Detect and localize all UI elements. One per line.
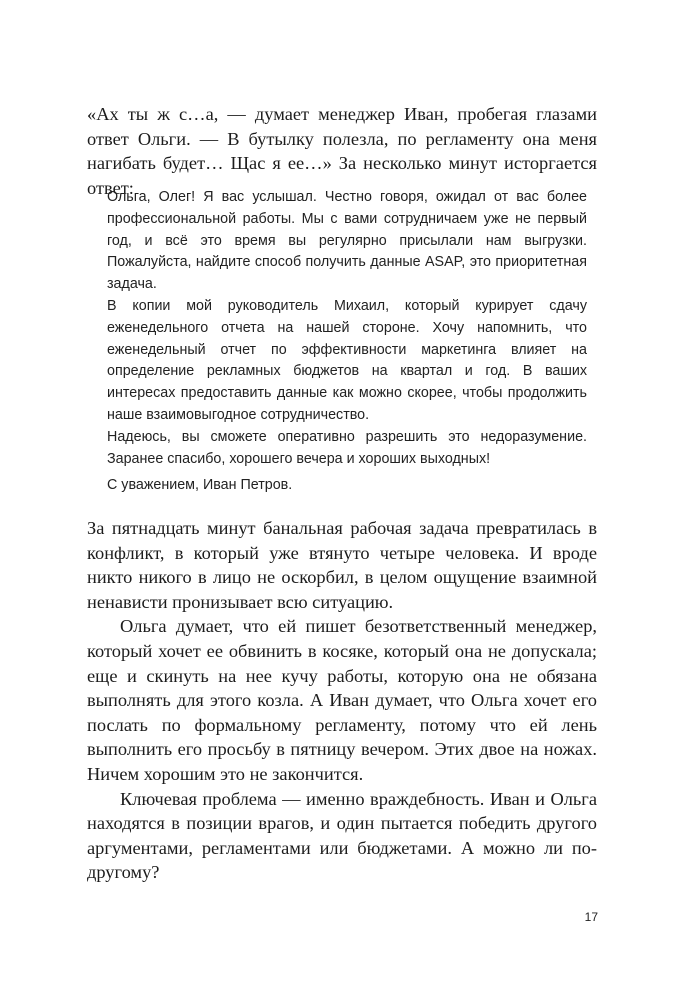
intro-paragraph: «Ах ты ж с…а, — думает менеджер Иван, пробегая глазами ответ Ольги. — В бутылку полезла, по регламенту она меня нагибать будет… Щас я ее…» За несколько минут исторгается ответ: xyxy=(87,104,597,198)
letter-paragraph-1: Ольга, Олег! Я вас услышал. Честно говоря, ожидал от вас более профессиональной работы. Мы с вами сотрудничаем уже не первый год, и всё это время вы регулярно присылали нам выгрузки. Пожалуйста, найдите способ получить данные ASAP, это приоритетная задача. xyxy=(107,189,587,293)
body-paragraph-2: Ольга думает, что ей пишет безответственный менеджер, который хочет ее обвинить в косяке, который она не допускала; еще и скинуть на нее кучу работы, которую она не обязана выполнять для этого козла. А Иван думает, что Ольга хочет его послать по формальному регламенту, потому что ей лень выполнить его просьбу в пятницу вечером. Этих двое на ножах. Ничем хорошим это не закончится. xyxy=(87,616,597,784)
letter-signature: С уважением, Иван Петров. xyxy=(107,477,293,493)
main-text xyxy=(87,516,597,885)
letter-paragraph-3: Надеюсь, вы сможете оперативно разрешить это недоразумение. Заранее спасибо, хорошего вечера и хороших выходных! xyxy=(107,429,587,467)
letter-paragraph-2: В копии мой руководитель Михаил, который курирует сдачу еженедельного отчета на нашей стороне. Хочу напомнить, что еженедельный отчет по эффективности маркетинга влияет на определение рекламных бюджетов на квартал и год. В ваших интересах предоставить данные как можно скорее, чтобы продолжить наше взаимовыгодное сотрудничество. xyxy=(107,298,587,423)
body-paragraph-3: Ключевая проблема — именно враждебность. Иван и Ольга находятся в позиции врагов, и один пытается победить другого аргументами, регламентами или бюджетами. А можно ли по-другому? xyxy=(87,788,597,883)
page-number: 17 xyxy=(584,910,598,924)
body-paragraph-1: За пятнадцать минут банальная рабочая задача превратилась в конфликт, в который уже втянуто четыре человека. И вроде никто никого в лицо не оскорбил, в целом ощущение взаимной ненависти пронизывает всю ситуацию. xyxy=(87,518,597,612)
